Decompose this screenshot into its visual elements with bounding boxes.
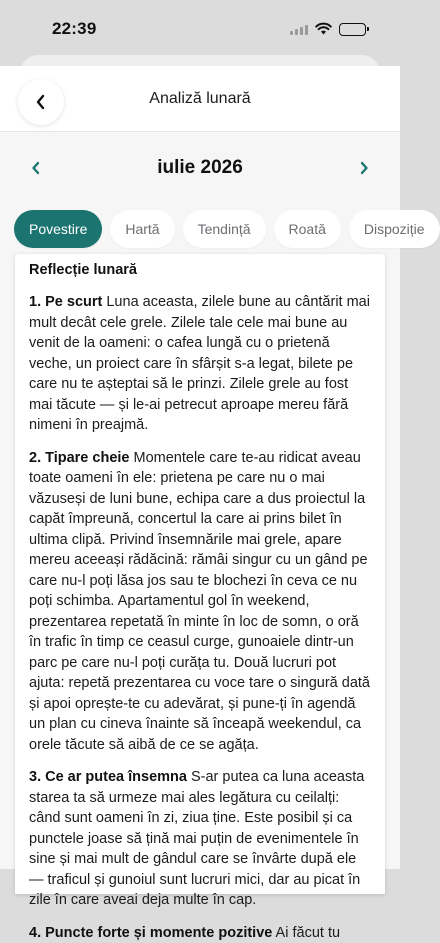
back-button[interactable] (18, 79, 64, 125)
status-time: 22:39 (52, 19, 96, 39)
section-summary (29, 292, 371, 436)
status-bar (0, 0, 400, 58)
chevron-left-icon (31, 161, 41, 175)
wifi-icon (315, 23, 332, 35)
section-heading: 1. Pe scurt (29, 294, 102, 310)
modal-sheet (0, 66, 400, 869)
month-navigator (0, 132, 400, 204)
chevron-left-icon (35, 94, 47, 110)
header (0, 66, 400, 132)
previous-month-button[interactable] (22, 154, 50, 182)
tab-harta[interactable]: Hartă (110, 210, 174, 248)
section-heading: 4. Puncte forte și momente pozitive (29, 925, 272, 941)
section-body: S-ar putea ca luna aceasta starea ta să urmeze mai ales legătura cu ceilalți: când sunt oameni în zi, ziua ține. Este posibil și ca punctele joase să țină mai puțin de evenimentele în sine și mai mult de gândul care se învârte după ele — traficul și gunoiul sunt lucruri mici, dar au picat în zile în care aveai deja multe în cap. (29, 769, 364, 908)
reflection-card (15, 254, 385, 894)
section-heading: 3. Ce ar putea însemna (29, 769, 187, 785)
section-key-patterns (29, 448, 371, 756)
next-month-button[interactable] (350, 154, 378, 182)
tab-roata[interactable]: Roată (274, 210, 341, 248)
cellular-signal-icon (290, 23, 308, 35)
section-strengths (29, 923, 371, 943)
tab-dispozitie[interactable]: Dispoziție (349, 210, 440, 248)
section-body: Momentele care te-au ridicat aveau toate oameni în ele: prietena pe care nu o mai văzuseși de luni bune, echipa care a dus proiectul la capăt împreună, concertul la care ai prins bilet în ultima clipă. Privind însemnările mai grele, apare mereu aceeași rădăcină: rămâi singur cu un gând pe care nu-l poți lăsa jos sau te blochezi în ceva ce nu poți schimba. Apartamentul gol în weekend, prezentarea repetată în minte în loc de somn, o oră în trafic în timp ce ceasul curge, gunoaiele dintr-un parc pe care nu-l poți curăța tu. Două lucruri pot ajuta: repetă prezentarea cu voce tare o singură dată și apoi oprește-te cu adevărat, și pune-ți în agendă un plan cu cineva înainte să înceapă weekendul, ca orele tăcute să aibă de ce se agăța. (29, 450, 370, 753)
section-heading: 2. Tipare cheie (29, 450, 129, 466)
section-meaning (29, 767, 371, 911)
view-tabs (14, 210, 440, 248)
page-title: Analiză lunară (149, 90, 250, 108)
month-label: iulie 2026 (157, 157, 243, 179)
chevron-right-icon (359, 161, 369, 175)
section-body: Ai făcut tu (272, 925, 340, 941)
section-body: Luna aceasta, zilele bune au cântărit mai mult decât cele grele. Zilele tale cele mai bune au venit de la oameni: o cafea lungă cu o prietenă veche, un proiect care în sfârșit s-a legat, bilete pe care nu te așteptai să le prinzi. Zilele grele au fost mai tăcute — și le-ai petrecut aproape mereu fără nimeni în preajmă. (29, 294, 370, 433)
tab-povestire[interactable]: Povestire (14, 210, 102, 248)
status-icons (290, 23, 366, 36)
battery-icon (339, 23, 366, 36)
card-title: Reflecție lunară (29, 262, 371, 278)
tab-tendinta[interactable]: Tendință (183, 210, 266, 248)
